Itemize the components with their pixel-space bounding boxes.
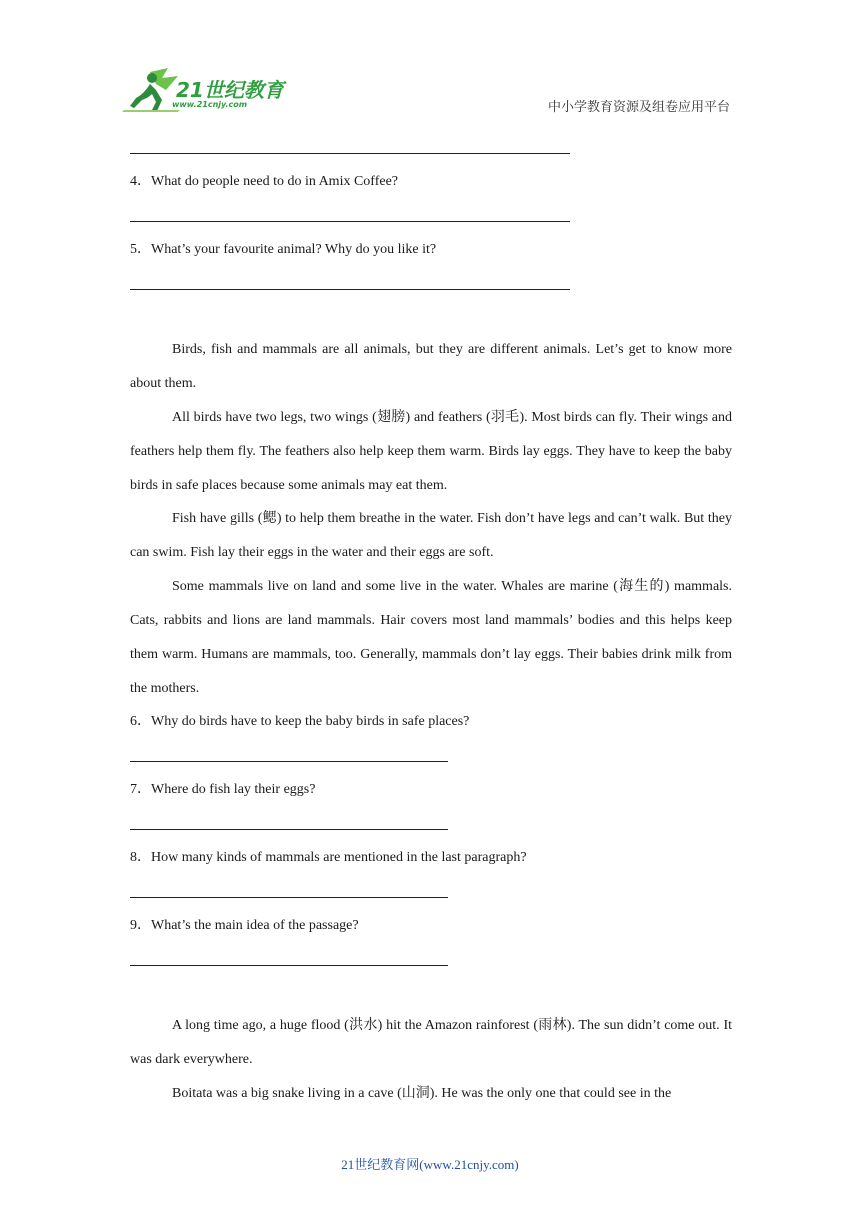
logo-text: 21世纪教育 — [176, 78, 284, 102]
paragraph: Birds, fish and mammals are all animals, but they are different animals. Let’s get to know more about them. — [130, 342, 732, 391]
question-text: How many kinds of mammals are mentioned in the last paragraph? — [151, 850, 527, 865]
platform-tagline: 中小学教育资源及组卷应用平台 — [547, 100, 730, 115]
page-header — [0, 0, 860, 130]
paragraph: Some mammals live on land and some live in the water. Whales are marine (海生的) mammals. Cats, rabbits and lions are land mammals. Hair covers most land mammals’ bodies and this helps keep them warm. Humans are mammals, too. Generally, mammals don’t lay eggs. Their babies drink milk from the mothers. — [130, 579, 732, 696]
answer-line — [130, 829, 448, 830]
question-number: 5． — [130, 242, 151, 257]
page-footer: 21世纪教育网(www.21cnjy.com) — [341, 1157, 519, 1172]
paragraph: A long time ago, a huge flood (洪水) hit the Amazon rainforest (雨林). The sun didn’t come out. It was dark everywhere. — [130, 1018, 732, 1067]
answer-line — [130, 221, 570, 222]
question-number: 9． — [130, 918, 151, 933]
paragraph: All birds have two legs, two wings (翅膀) and feathers (羽毛). Most birds can fly. Their wings and feathers help them fly. The feathers also help keep them warm. Birds lay eggs. They have to keep the baby birds in safe places because some animals may eat them. — [130, 410, 732, 493]
question-text: What’s your favourite animal? Why do you like it? — [151, 242, 437, 257]
question-text: What do people need to do in Amix Coffee? — [151, 174, 399, 189]
answer-line — [130, 153, 570, 154]
answer-line — [130, 289, 570, 290]
paragraph: Fish have gills (鳃) to help them breathe in the water. Fish don’t have legs and can’t walk. But they can swim. Fish lay their eggs in the water and their eggs are soft. — [130, 511, 732, 560]
answer-line — [130, 761, 448, 762]
answer-line — [130, 965, 448, 966]
answer-line — [130, 897, 448, 898]
question-4 — [130, 172, 398, 192]
question-7 — [130, 780, 315, 800]
logo-url: www.21cnjy.com — [172, 100, 248, 109]
question-text: Why do birds have to keep the baby birds in safe places? — [151, 714, 470, 729]
question-9 — [130, 916, 359, 936]
question-number: 8． — [130, 850, 151, 865]
question-number: 6． — [130, 714, 151, 729]
question-5 — [130, 240, 436, 260]
question-number: 4． — [130, 174, 151, 189]
question-text: What’s the main idea of the passage? — [151, 918, 359, 933]
question-6 — [130, 712, 469, 732]
question-8 — [130, 848, 527, 868]
question-text: Where do fish lay their eggs? — [151, 782, 316, 797]
site-logo — [122, 66, 292, 118]
paragraph: Boitata was a big snake living in a cave (山洞). He was the only one that could see in the — [172, 1086, 672, 1101]
question-number: 7． — [130, 782, 151, 797]
